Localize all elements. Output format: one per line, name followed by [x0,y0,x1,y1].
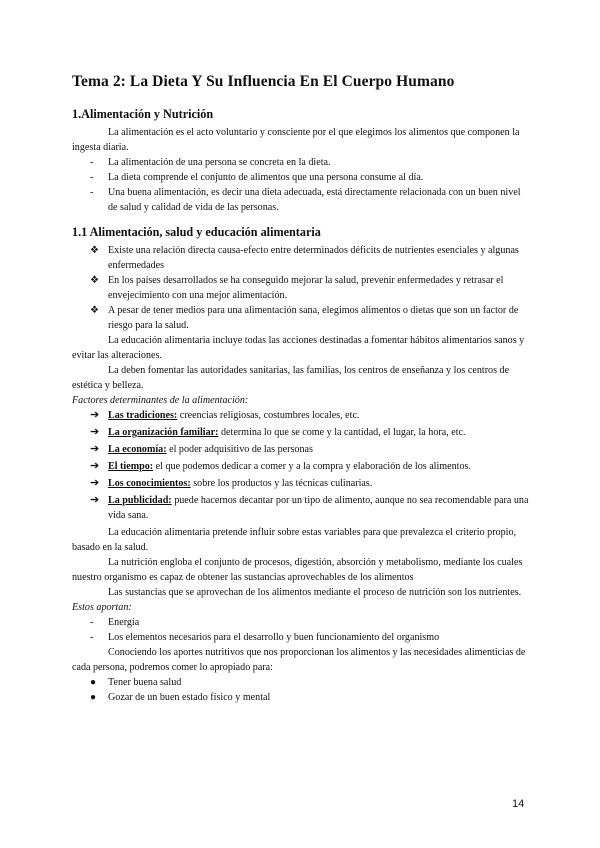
list-item: - La dieta comprende el conjunto de alimentos que una persona consume al día. [90,172,424,183]
section1-list [72,155,530,215]
page-title: Tema 2: La Dieta Y Su Influencia En El Cuerpo Humano [72,73,455,90]
factors-subtitle: Factores determinantes de la alimentación: [72,395,249,406]
diamond-bullet-icon: ❖ [90,245,99,256]
paragraph: La educación alimentaria incluye todas las acciones destinadas a fomentar hábitos alimentarios sanos y evitar las alteraciones. [72,335,525,361]
section-heading-1-1: 1.1 Alimentación, salud y educación alimentaria [72,225,321,239]
paragraph: La deben fomentar las autoridades sanitarias, las familias, los centros de enseñanza y los centros de estética y belleza. [72,365,510,391]
arrow-bullet-icon: ➔ [90,460,100,472]
list-item: ➔ El tiempo: el que podemos dedicar a comer y a la compra y elaboración de los alimentos. [90,460,471,472]
arrow-bullet-icon: ➔ [90,443,100,455]
arrow-bullet-icon: ➔ [90,409,100,421]
paragraph: Las sustancias que se aprovechan de los alimentos mediante el proceso de nutrición son los nutrientes. [108,587,522,598]
list-item: ❖ Existe una relación directa causa-efecto entre determinados déficits de nutrientes esenciales y algunas enfermedades [90,245,519,271]
dash-marker: - [90,632,94,643]
paragraph: La nutrición engloba el conjunto de procesos, digestión, absorción y metabolismo, mediante los cuales nuestro organismo es capaz de obtener las sustancias aprovechables de los alimentos [72,557,523,583]
list-item: ➔ Las tradiciones: creencias religiosas, costumbres locales, etc. [90,409,360,421]
list-item: ➔ Los conocimientos: sobre los productos y las técnicas culinarias. [90,477,373,489]
section1-intro: La alimentación es el acto voluntario y consciente por el que elegimos los alimentos que componen la ingesta diaria. [72,127,520,153]
dot-bullet-icon: ● [90,677,97,688]
list-item: ➔ La publicidad: puede hacernos decantar por un tipo de alimento, aunque no sea recomendable para una vida sana. [90,494,529,521]
arrow-bullet-icon: ➔ [90,426,100,438]
list-item: ❖ A pesar de tener medios para una alimentación sana, elegimos alimentos o dietas que son un factor de riesgo para la salud. [90,305,519,331]
dot-bullet-icon: ● [90,692,97,703]
list-item: ● Tener buena salud [90,677,182,688]
dash-marker: - [90,187,94,198]
dash-marker: - [90,157,94,168]
arrow-bullet-icon: ➔ [90,494,100,506]
dash-marker: - [90,617,94,628]
list-item: ❖ En los países desarrollados se ha conseguido mejorar la salud, prevenir enfermedades y retrasar el envejecimiento con una mejor alimentación. [90,275,504,301]
page-number: 14 [512,798,525,810]
diamond-bullet-icon: ❖ [90,275,99,286]
arrow-bullet-icon: ➔ [90,477,100,489]
section11-list [72,243,530,333]
paragraph: La educación alimentaria pretende influir sobre estas variables para que prevalezca el criterio propio, basado en la salud. [72,527,517,553]
page-content [72,72,530,705]
list-item: ➔ La economía: el poder adquisitivo de las personas [90,443,313,455]
factors-list [72,408,530,523]
dash-marker: - [90,172,94,183]
section-heading-1: 1.Alimentación y Nutrición [72,107,214,121]
contributes-list [72,615,530,645]
list-item: ● Gozar de un buen estado físico y mental [90,692,271,703]
list-item: - La alimentación de una persona se concreta en la dieta. [90,157,331,168]
paragraph: Conociendo los aportes nutritivos que nos proporcionan los alimentos y las necesidades alimenticias de cada persona, podremos comer lo apropiado para: [72,647,526,673]
diamond-bullet-icon: ❖ [90,305,99,316]
list-item: ➔ La organización familiar: determina lo que se come y la cantidad, el lugar, la hora, etc. [90,426,466,438]
list-item: - Los elementos necesarios para el desarrollo y buen funcionamiento del organismo [90,632,440,643]
list-item: - Una buena alimentación, es decir una dieta adecuada, está directamente relacionada con un buen nivel de salud y calidad de vida de las personas. [90,187,521,213]
list-item: - Energía [90,617,140,628]
goals-list [72,675,530,705]
contributes-subtitle: Estos aportan: [72,602,132,613]
